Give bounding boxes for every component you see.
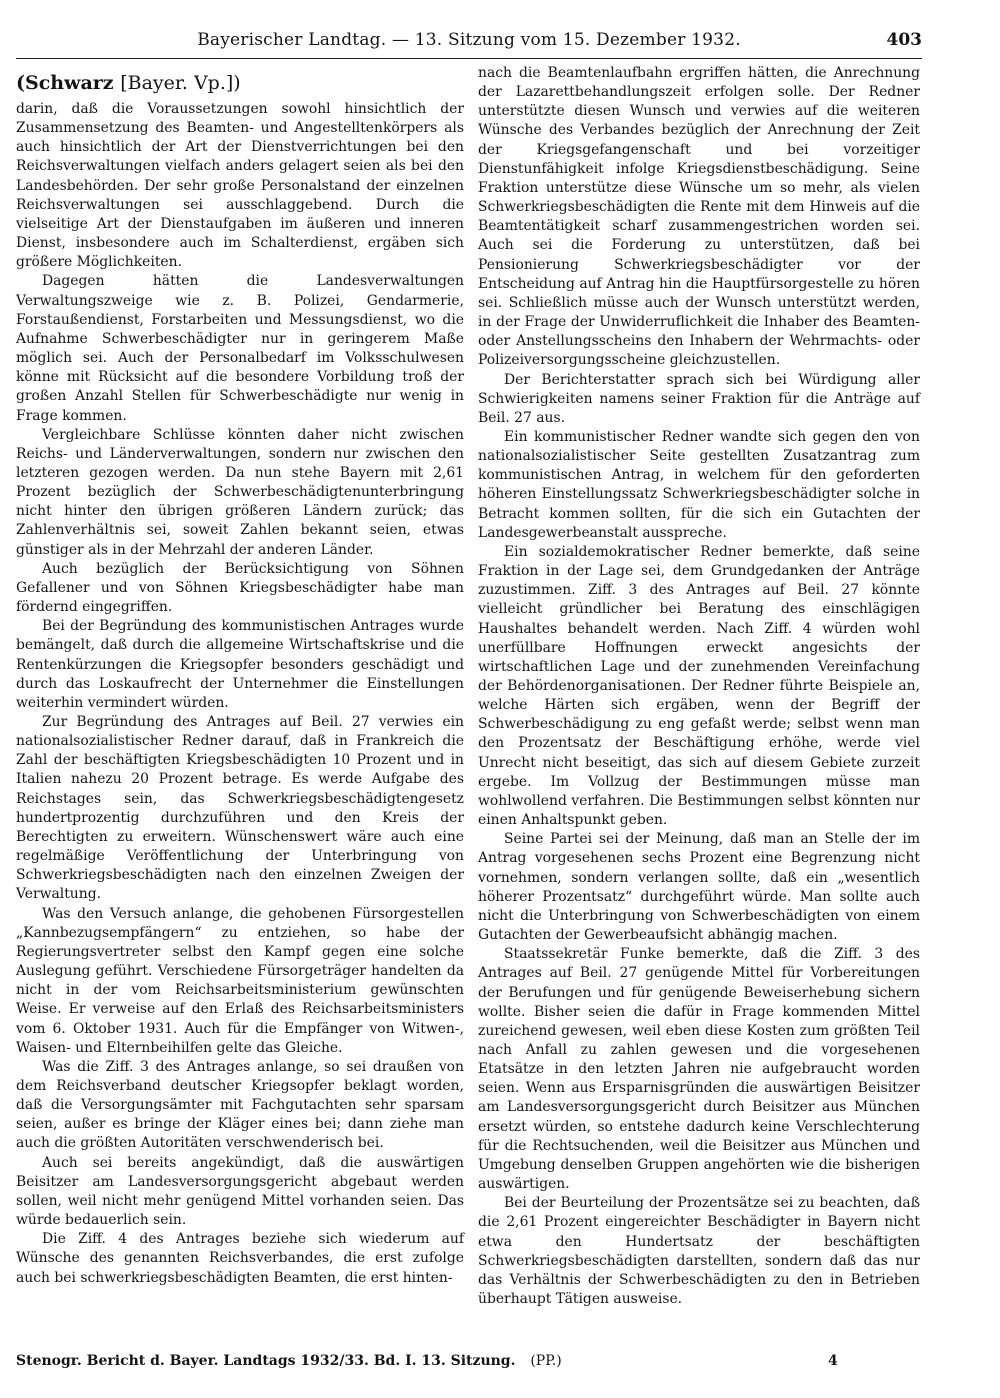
page-number: 403 — [886, 30, 922, 50]
right-column — [478, 64, 920, 1309]
left-column — [16, 64, 464, 1288]
paragraph: Vergleichbare Schlüsse könnten daher nicht zwischen Reichs- und Länderverwaltungen, sondern nur zwischen den letzteren gezogen werden. Da nun stehe Bayern mit 2,61 Prozent bezüglich der Schwerbeschädigtenunterbringung nicht hinter den übrigen größeren Ländern zurück; das Zahlenverhältnis sei, soweit Zahlen bekannt seien, etwas günstiger als in der Mehrzahl der anderen Länder. — [16, 426, 464, 558]
header-rule — [16, 58, 922, 59]
footer — [16, 1353, 922, 1369]
paragraph: nach die Beamtenlaufbahn ergriffen hätten, die Anrechnung der Lazarettbehandlungszeit erfolgen solle. Der Redner unterstützte diesen Wunsch und verwies auf die weiteren Wünsche des Verbandes bezüglich der Anrechnung der Zeit der Kriegsgefangenschaft und bei vorzeitiger Dienstunfähigkeit infolge Kriegsdienstbeschädigung. Seine Fraktion unterstütze diese Wünsche um so mehr, als vielen Schwerkriegsbeschädigten die Rente mit dem Hinweis auf die Beamtentätigkeit scharf zusammengestrichen worden sei. Auch sei die Forderung zu unterstützen, daß bei Pensionierung Schwerkriegsbeschädigter vor der Entscheidung auf Antrag hin die Hauptfürsorgestelle zu hören sei. Schließlich müsse auch der Wunsch unterstützt werden, in der Frage der Unwiderruflichkeit die Inhaber des Beamten- oder Anstellungsscheins den Inhabern der Wehrmachts- oder Polizeiversorgungsscheine gleichzustellen. — [478, 65, 920, 369]
paragraph: Ein kommunistischer Redner wandte sich gegen den von nationalsozialistischer Seite gestellten Zusatzantrag zum kommunistischen Antrag, in welchem für den geforderten höheren Einstellungssatz Schwerkriegsbeschädigter solche in Betracht kommen sollten, für die sich ein Gutachten der Landesgewerbeanstalt ausspreche. — [478, 428, 920, 541]
paragraph: Bei der Beurteilung der Prozentsätze sei zu beachten, daß die 2,61 Prozent eingereichter Beschädigter in Bayern nicht etwa den Hundertsatz der beschäftigten Schwerkriegsbeschädigten darstellten, sondern daß das nur das Verhältnis der Schwerbeschädigten zu den in Betrieben überhaupt Tätigen ausweise. — [478, 1195, 920, 1307]
paragraph: Staatssekretär Funke bemerkte, daß die Ziff. 3 des Antrages auf Beil. 27 genügende Mittel für Vorbereitungen der Berufungen und für genügende Beweiserhebung sichern wollte. Bisher seien die dafür in Frage kommenden Mittel zureichend gewesen, weil eben diese Kosten zum größten Teil nach Anfall zu zahlen gewesen und die vorgesehenen Etatsätze in den letzten Jahren nie aufgebraucht worden seien. Wenn aus Ersparnisgründen die auswärtigen Beisitzer am Landesversorgungsgericht durch Beisitzer aus München ersetzt würden, so entstehe dadurch keine Verschlechterung für die Rechtsuchenden, weil die Beisitzer aus München und Umgebung denselben Gruppen angehörten wie die bisherigen auswärtigen. — [478, 946, 920, 1193]
paragraph: Dagegen hätten die Landesverwaltungen Verwaltungszweige wie z. B. Polizei, Gendarmerie, Forstaußendienst, Forstarbeiten und Messungsdienst, wo die Aufnahme Schwerbeschädigter nur in geringerem Maße möglich sei. Auch der Personalbedarf im Volksschulwesen könne mit Rücksicht auf die besondere Vorbildung troß der großen Anzahl Stellen für Schwerbeschädigte nur wenig in Frage kommen. — [16, 273, 464, 424]
paragraph: Der Berichterstatter sprach sich bei Würdigung aller Schwierigkeiten namens seiner Fraktion für die Anträge auf Beil. 27 aus. — [478, 371, 920, 426]
speaker-heading — [16, 72, 464, 94]
paragraph: Was den Versuch anlange, die gehobenen Fürsorgestellen „Kannbezugsempfängern“ zu entziehen, so habe der Regierungsvertreter selbst den Kampf gegen eine solche Auslegung geführt. Verschiedene Fürsorgeträger handelten da nicht in der vom Reichsarbeitsministerium gewünschten Weise. Er verweise auf den Erlaß des Reichsarbeitsministers vom 6. Oktober 1931. Auch für die Empfänger von Witwen-, Waisen- und Elternbeihilfen gelte das Gleiche. — [16, 905, 464, 1056]
running-title: Bayerischer Landtag. — 13. Sitzung vom 15. Dezember 1932. — [197, 30, 741, 50]
paragraph: Ein sozialdemokratischer Redner bemerkte, daß seine Fraktion in der Lage sei, dem Grundgedanken der Anträge zuzustimmen. Ziff. 3 des Antrages auf Beil. 27 könnte vielleicht gründlicher bei Beratung des einschlägigen Haushaltes behandelt werden. Nach Ziff. 4 würden wohl unerfüllbare Hoffnungen erweckt angesichts der wirtschaftlichen Lage und der zunehmenden Vereinfachung der Behördenorganisationen. Der Redner führte Beispiele an, welche Härten sich ergäben, wenn der Begriff der Schwerbeschädigung zu eng gefaßt werde; selbst wenn man den Prozentsatz der Beschäftigung erhöhe, werde viel Unrecht nicht beseitigt, das sich auf diesem Gebiete zurzeit ergebe. Im Vollzug der Bestimmungen müsse man wohlwollend verfahren. Die Bestimmungen selbst könnten nur einen Anhaltspunkt geben. — [478, 543, 920, 829]
paragraph: Seine Partei sei der Meinung, daß man an Stelle der im Antrag vorgesehenen sechs Prozent eine Begrenzung nicht vornehmen, sondern verlangen sollte, daß ein „wesentlich höherer Prozentsatz“ durchgeführt würde. Man sollte auch nicht die Unterbringung von Schwerbeschädigten von einem Gutachten der Gewerbeaufsicht abhängig machen. — [478, 831, 920, 944]
paragraph: Was die Ziff. 3 des Antrages anlange, so sei draußen von dem Reichsverband deutscher Kriegsopfer beklagt worden, daß die Versorgungsämter mit Fachgutachten sehr sparsam seien, außer es bringe der Kläger eines bei; dann ziehe man auch die größten Autoritäten verschwenderisch bei. — [16, 1058, 464, 1152]
paragraph: Auch bezüglich der Berücksichtigung von Söhnen Gefallener und von Söhnen Kriegsbeschädigter habe man fördernd eingegriffen. — [16, 560, 464, 616]
sheet-number: 4 — [828, 1353, 838, 1369]
speaker-name: (Schwarz — [16, 72, 114, 94]
paragraph: Zur Begründung des Antrages auf Beil. 27 verwies ein nationalsozialistischer Redner darauf, daß in Frankreich die Zahl der beschäftigten Kriegsbeschädigten 10 Prozent und in Italien nahezu 20 Prozent betrage. Es werde Aufgabe des Reichstages sein, das Schwerkriegsbeschädigtengesetz hundertprozentig durchzuführen und den Kreis der Berechtigten zu erweitern. Wünschenswert wäre auch eine regelmäßige Veröffentlichung der Unterbringung von Schwerkriegsbeschädigten nach den einzelnen Zweigen der Verwaltung. — [16, 714, 464, 903]
footer-signature: (PP.) — [530, 1353, 562, 1369]
paragraph: darin, daß die Voraussetzungen sowohl hinsichtlich der Zusammensetzung des Beamten- und Angestelltenkörpers als auch hinsichtlich der Art der Dienstverrichtungen bei den Reichsverwaltungen vielfach anders gelagert seien als bei den Landesbehörden. Der sehr große Personalstand der einzelnen Reichsverwaltungen sei ausschlaggebend. Durch die vielseitige Art der Dienstaufgaben im äußeren und inneren Dienst, insbesondere auch im Schalterdienst, ergäben sich größere Möglichkeiten. — [16, 101, 464, 271]
paragraph: Die Ziff. 4 des Antrages beziehe sich wiederum auf Wünsche des genannten Reichsverbandes, die erst zufolge auch bei schwerkriegsbeschädigten Beamten, die erst hinten- — [16, 1231, 464, 1286]
paragraph: Bei der Begründung des kommunistischen Antrages wurde bemängelt, daß durch die allgemeine Wirtschaftskrise und die Rentenkürzungen die Kriegsopfer besonders geschädigt und durch das Loskaufrecht der Unternehmer die Einstellungen weiterhin vermindert würden. — [16, 618, 464, 711]
speaker-party: [Bayer. Vp.]) — [120, 72, 241, 94]
footer-citation: Stenogr. Bericht d. Bayer. Landtags 1932/33. Bd. I. 13. Sitzung. — [16, 1353, 516, 1369]
paragraph: Auch sei bereits angekündigt, daß die auswärtigen Beisitzer am Landesversorgungsgericht abgebaut werden sollen, weil nicht mehr genügend Mittel vorhanden seien. Das würde bedauerlich sein. — [16, 1154, 464, 1229]
